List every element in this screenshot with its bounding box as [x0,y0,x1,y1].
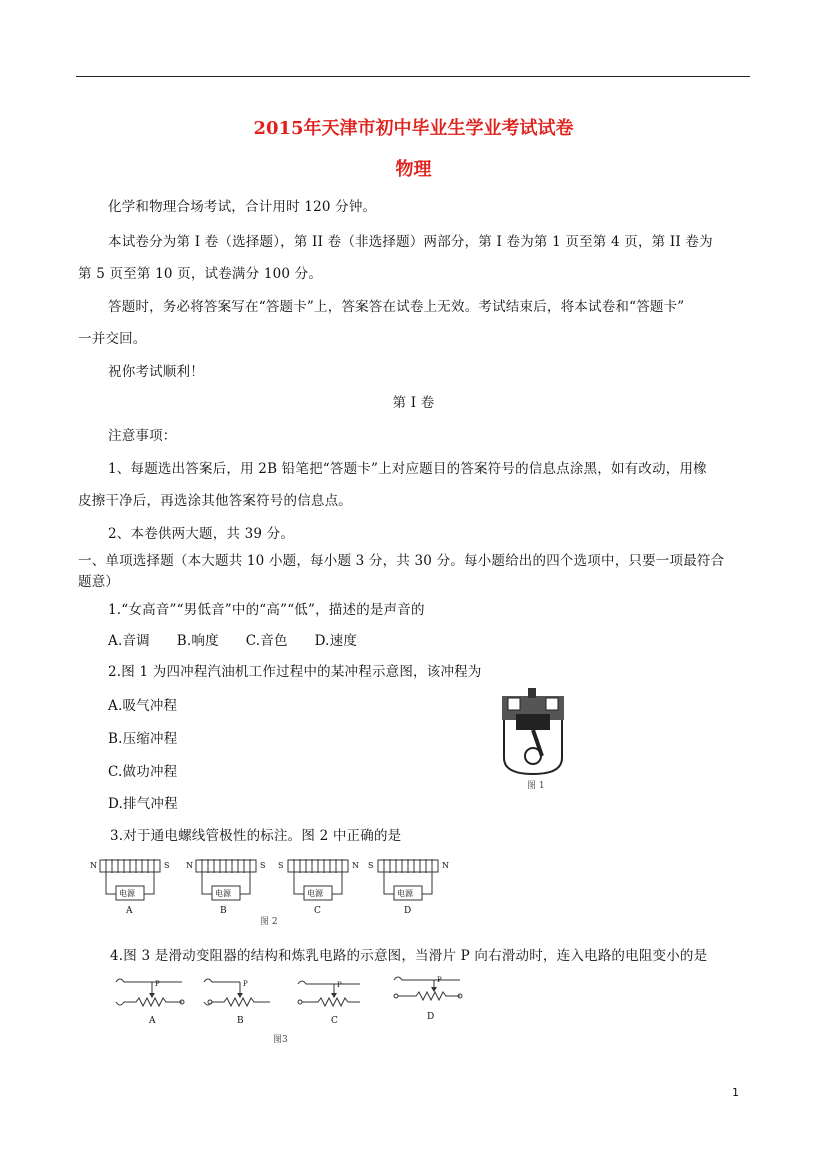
notice-2: 2、本卷供两大题，共 39 分。 [108,526,295,542]
pole-right-d: N [442,861,449,870]
power-source-d: 电源 [397,889,413,898]
rheostat-letter-c: C [331,1016,338,1026]
pole-left-c: S [278,861,284,870]
intro-line-2b: 第 5 页至第 10 页，试卷满分 100 分。 [78,266,323,282]
intro-line-3b: 一并交回。 [78,331,147,347]
rheostat-diagram-a [112,974,192,1028]
slider-label-c: P [337,981,342,989]
rheostat-drawing-a [112,974,192,1014]
exhaust-valve [546,698,558,710]
intro-line-3a: 答题时，务必将答案写在“答题卡”上，答案答在试卷上无效。考试结束后，将本试卷和“答题卡” [108,299,685,315]
pole-left-b: N [186,861,193,870]
rheostat-drawing-d [390,970,470,1010]
q4-stem: 4.图 3 是滑动变阻器的结构和炼乳电路的示意图，当滑片 P 向右滑动时，连入电路的电阻变小的是 [110,948,708,964]
rheostat-letter-a: A [149,1016,156,1026]
intro-line-2a: 本试卷分为第 I 卷（选择题），第 II 卷（非选择题）两部分，第 I 卷为第 1 页至第 4 页，第 II 卷为 [108,234,713,250]
pole-left-a: N [90,861,97,870]
q1-stem: 1.“女高音”“男低音”中的“高”“低”，描述的是声音的 [108,602,425,618]
pole-right-c: N [352,861,359,870]
q2-option-b: B.压缩冲程 [108,731,178,747]
spark-plug [528,688,536,698]
slider-label-a: P [155,980,160,988]
pole-left-d: S [368,861,374,870]
q2-option-a: A.吸气冲程 [108,698,178,714]
figure-3-caption: 图3 [273,1035,288,1045]
part1-heading-a: 一、单项选择题（本大题共 10 小题，每小题 3 分，共 30 分。每小题给出的四个选项中，只要一项最符合 [78,553,725,569]
rheostat-letter-b: B [237,1016,244,1026]
exam-title: 2015年天津市初中毕业生学业考试试卷 [253,118,574,139]
rheostat-letter-d: D [427,1012,435,1022]
rheostat-diagram-b [200,974,280,1028]
part1-heading-b: 题意） [78,574,120,590]
pole-right-a: S [164,861,170,870]
rheostat-drawing-c [294,974,374,1014]
diagram-letter-b: B [220,906,227,916]
diagram-letter-c: C [314,906,321,916]
q2-option-d: D.排气冲程 [108,796,178,812]
solenoid-diagram-c [276,856,366,918]
rheostat-diagram-d [390,970,470,1024]
rheostat-drawing-b [200,974,280,1014]
figure-1-caption: 图 1 [527,781,545,791]
notice-1a: 1、每题选出答案后，用 2B 铅笔把“答题卡”上对应题目的答案符号的信息点涂黑，如有改动，用橡 [108,461,707,477]
diagram-letter-d: D [404,906,412,916]
subject-title: 物理 [395,159,432,180]
power-source-c: 电源 [307,889,323,898]
q2-stem: 2.图 1 为四冲程汽油机工作过程中的某冲程示意图，该冲程为 [108,664,482,680]
intro-line-1: 化学和物理合场考试，合计用时 120 分钟。 [108,199,377,215]
solenoid-diagram-a [88,856,178,918]
intro-line-4: 祝你考试顺利！ [108,364,204,380]
pole-right-b: S [260,861,266,870]
slider-label-d: P [437,976,442,984]
rheostat-diagram-c [294,974,374,1028]
power-source-a: 电源 [119,889,135,898]
q1-options: A.音调 B.响度 C.音色 D.速度 [108,633,358,649]
crankshaft [525,748,541,764]
header-rule [76,76,750,77]
diagram-letter-a: A [126,906,133,916]
power-source-b: 电源 [215,889,231,898]
engine-cylinder-figure [498,686,568,778]
slider-label-b: P [243,980,248,988]
page-number: 1 [732,1086,739,1099]
q2-option-c: C.做功冲程 [108,764,178,780]
q3-stem: 3.对于通电螺线管极性的标注。图 2 中正确的是 [110,828,402,844]
notice-1b: 皮擦干净后，再选涂其他答案符号的信息点。 [78,493,352,509]
figure-2-caption: 图 2 [260,917,278,927]
piston [516,714,550,730]
intake-valve [508,698,520,710]
section-heading: 第 I 卷 [392,395,435,411]
solenoid-diagram-d [366,856,456,918]
solenoid-diagram-b [184,856,274,918]
notice-label: 注意事项： [108,428,177,444]
